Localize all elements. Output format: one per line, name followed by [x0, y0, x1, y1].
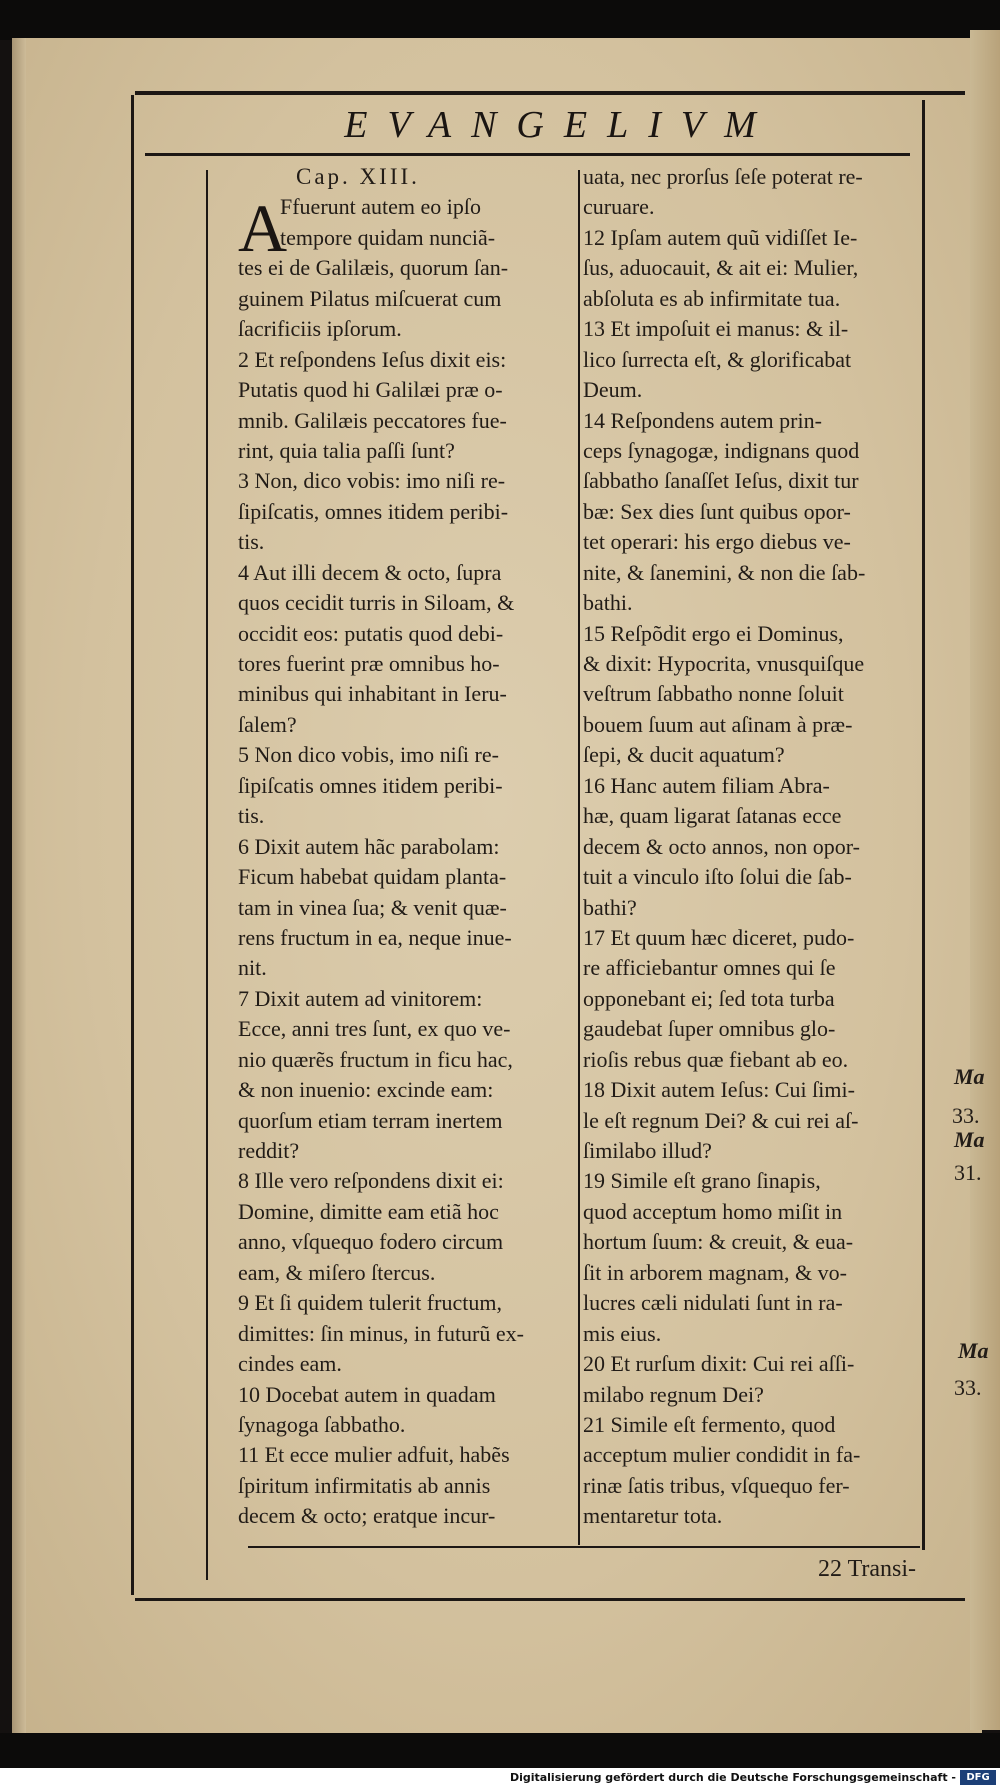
scan-top-border [0, 0, 1000, 40]
text-line: 12 Ipſam autem quũ vidiſſet Ie- [583, 224, 858, 250]
text-line: rint, quia talia paſſi ſunt? [238, 437, 455, 463]
text-line: bathi? [583, 894, 637, 920]
text-line: 19 Simile eſt grano ſinapis, [583, 1168, 821, 1194]
right-column [583, 162, 928, 1532]
text-line: ſabbatho ſanaſſet Ieſus, dixit tur [583, 468, 859, 494]
text-line: reddit? [238, 1138, 300, 1163]
text-line: 21 Simile eſt fermento, quod [583, 1411, 836, 1437]
margin-note: 31. [954, 1160, 982, 1185]
text-line: ſus, aduocauit, & ait ei: Mulier, [583, 255, 859, 281]
text-line: 11 Et ecce mulier adfuit, habẽs [238, 1442, 510, 1468]
text-line: ceps ſynagogæ, indignans quod [583, 437, 860, 463]
text-line: anno, vſquequo fodero circum [238, 1229, 504, 1255]
text-line: 13 Et impoſuit ei manus: & il- [583, 316, 849, 342]
margin-note: Ma [954, 1064, 985, 1089]
margin-note: 33. [954, 1375, 982, 1400]
text-line: uata, nec prorſus ſeſe poterat re- [583, 164, 863, 189]
text-line: decem & octo annos, non opor- [583, 833, 860, 859]
text-line: tes ei de Galilæis, quorum ſan- [238, 255, 509, 281]
text-line: lucres cæli nidulati ſunt in ra- [583, 1290, 843, 1316]
text-line: opponebant ei; ſed tota turba [583, 985, 835, 1011]
text-line: ſipiſcatis omnes itidem peribi- [238, 772, 503, 798]
text-line: 5 Non dico vobis, imo niſi re- [238, 742, 499, 768]
header-underline [145, 153, 910, 156]
text-line: ſimilabo illud? [583, 1138, 712, 1163]
text-line: quorſum etiam terram inertem [238, 1107, 503, 1133]
text-line: veſtrum ſabbatho nonne ſoluit [583, 681, 844, 707]
text-line: hortum ſuum: & creuit, & eua- [583, 1229, 854, 1255]
scan-bottom-border [0, 1733, 1000, 1773]
text-line: ſalem? [238, 711, 297, 737]
text-line: 18 Dixit autem Ieſus: Cui ſimi- [583, 1077, 855, 1103]
text-line: & non inuenio: excinde eam: [238, 1077, 494, 1103]
text-line: tam in vinea ſua; & venit quæ- [238, 894, 507, 920]
text-line: decem & octo; eratque incur- [238, 1503, 496, 1529]
bottom-inner-rule [248, 1546, 920, 1548]
text-line: nio quærẽs fructum in ficu hac, [238, 1046, 513, 1072]
running-head: EVANGELIVM [344, 104, 776, 146]
text-line: guinem Pilatus miſcuerat cum [238, 285, 502, 311]
text-line: gaudebat ſuper omnibus glo- [583, 1016, 836, 1042]
text-line: ſpiritum infirmitatis ab annis [238, 1472, 491, 1498]
text-line: tet operari: his ergo diebus ve- [583, 529, 851, 555]
drop-capital: A [238, 190, 288, 266]
text-line: bæ: Sex dies ſunt quibus opor- [583, 498, 851, 524]
text-line: tuit a vinculo iſto ſolui die ſab- [583, 864, 852, 890]
text-line: ſacrificiis ipſorum. [238, 316, 402, 342]
text-line: 6 Dixit autem hãc parabolam: [238, 833, 500, 859]
chapter-heading: Cap. XIII. [296, 164, 420, 189]
text-line: cindes eam. [238, 1351, 342, 1377]
outer-left-rule [131, 95, 134, 1595]
text-line: dimittes: ſin minus, in futurũ ex- [238, 1320, 524, 1346]
text-line: 17 Et quum hæc diceret, pudo- [583, 924, 855, 950]
text-line: 15 Reſpõdit ergo ei Dominus, [583, 620, 844, 646]
text-line: ſit in arborem magnam, & vo- [583, 1259, 847, 1285]
margin-note: 33. [952, 1103, 980, 1128]
text-line: 16 Hanc autem filiam Abra- [583, 772, 830, 798]
text-line: mentaretur tota. [583, 1503, 723, 1529]
text-line: tores fuerint præ omnibus ho- [238, 651, 500, 676]
text-line: mis eius. [583, 1320, 662, 1346]
text-line: 20 Et rurſum dixit: Cui rei aſſi- [583, 1351, 855, 1377]
text-line: rens fructum in ea, neque inue- [238, 924, 512, 950]
text-line: Ecce, anni tres ſunt, ex quo ve- [238, 1016, 511, 1042]
text-line: tempore quidam nunciã- [280, 224, 496, 250]
text-line: & dixit: Hypocrita, vnusquiſque [583, 651, 865, 676]
text-line: tis. [238, 529, 265, 555]
text-line: nit. [238, 955, 267, 981]
text-line: 7 Dixit autem ad vinitorem: [238, 985, 483, 1011]
text-line: bouem ſuum aut aſinam à præ- [583, 711, 853, 737]
text-line: re afficiebantur omnes qui ſe [583, 955, 836, 981]
text-line: occidit eos: putatis quod debi- [238, 620, 504, 646]
text-line: Deum. [583, 377, 643, 403]
inner-left-rule [206, 170, 208, 1580]
bottom-outer-rule [135, 1598, 965, 1601]
text-line: hæ, quam ligarat ſatanas ecce [583, 803, 842, 829]
text-line: 10 Docebat autem in quadam [238, 1381, 496, 1407]
text-line: 4 Aut illi decem & octo, ſupra [238, 559, 502, 585]
top-rule [135, 91, 965, 95]
text-line: nite, & ſanemini, & non die ſab- [583, 559, 866, 585]
text-line: 2 Et reſpondens Ieſus dixit eis: [238, 346, 507, 372]
text-line: ſynagoga ſabbatho. [238, 1411, 406, 1437]
text-line: le eſt regnum Dei? & cui rei aſ- [583, 1107, 859, 1133]
text-line: lico ſurrecta eſt, & glorificabat [583, 346, 852, 372]
text-line: ſepi, & ducit aquatum? [583, 742, 785, 768]
text-line: Ffuerunt autem eo ipſo [280, 194, 482, 220]
text-line: Putatis quod hi Galilæi præ o- [238, 377, 503, 403]
margin-note: Ma [954, 1127, 985, 1152]
catchword: 22 Transi- [818, 1556, 917, 1582]
text-line: curuare. [583, 194, 655, 220]
text-line: 3 Non, dico vobis: imo niſi re- [238, 468, 506, 494]
text-line: eam, & miſero ſtercus. [238, 1259, 436, 1285]
text-line: 14 Reſpondens autem prin- [583, 407, 822, 433]
text-line: tis. [238, 803, 265, 829]
text-line: rinæ ſatis tribus, vſquequo fer- [583, 1472, 850, 1498]
left-column [238, 162, 583, 1532]
text-line: 9 Et ſi quidem tulerit fructum, [238, 1290, 502, 1316]
dfg-logo-icon: DFG [960, 1770, 996, 1785]
margin-note: Ma [958, 1338, 989, 1363]
text-line: acceptum mulier condidit in fa- [583, 1442, 861, 1468]
page-left-edge [12, 38, 26, 1733]
text-line: quod acceptum homo miſit in [583, 1198, 843, 1224]
text-line: rioſis rebus quæ fiebant ab eo. [583, 1046, 849, 1072]
text-line: abſoluta es ab infirmitate tua. [583, 285, 841, 311]
page-right-edge [970, 30, 1000, 1730]
text-line: Ficum habebat quidam planta- [238, 864, 507, 890]
text-line: 8 Ille vero reſpondens dixit ei: [238, 1168, 504, 1194]
text-line: bathi. [583, 590, 633, 616]
text-line: Domine, dimitte eam etiã hoc [238, 1198, 499, 1224]
text-line: quos cecidit turris in Siloam, & [238, 590, 515, 616]
text-line: milabo regnum Dei? [583, 1381, 764, 1407]
footer-credit: Digitalisierung gefördert durch die Deutsche Forschungsgemeinschaft - [509, 1771, 956, 1784]
text-line: minibus qui inhabitant in Ieru- [238, 681, 507, 707]
text-line: ſipiſcatis, omnes itidem peribi- [238, 498, 509, 524]
text-line: mnib. Galilæis peccatores fue- [238, 407, 507, 433]
